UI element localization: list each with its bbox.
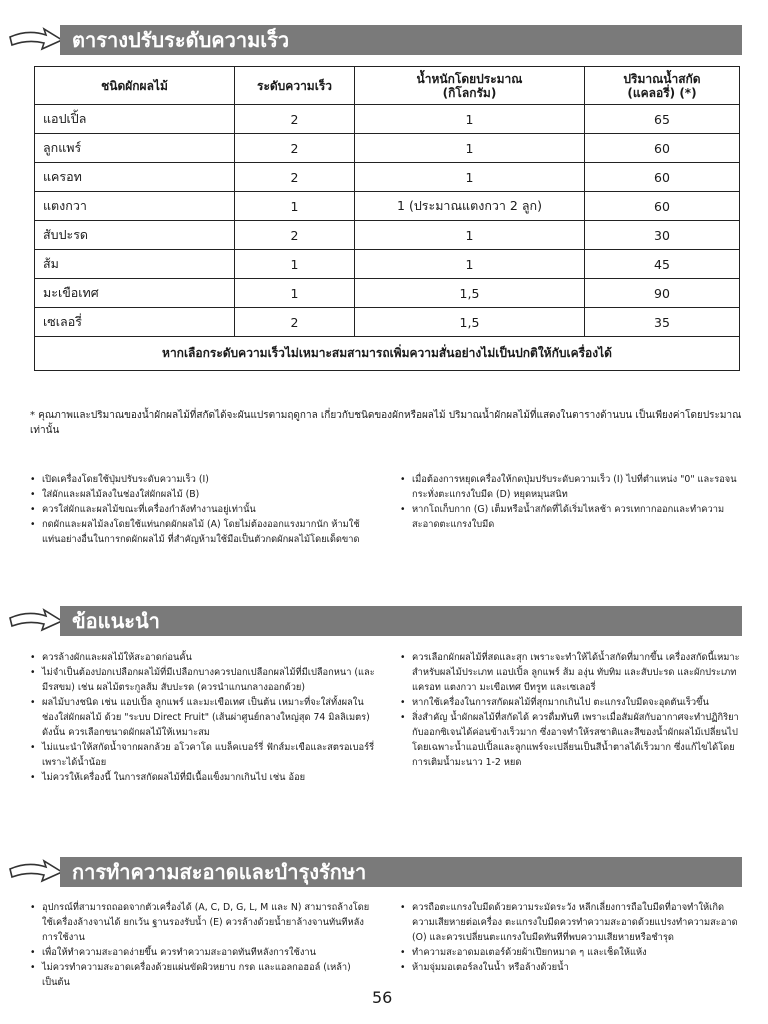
table-row — [35, 279, 740, 308]
list-item: • ไม่ควรทำความสะอาดเครื่องด้วยแผ่นขัดผิวหยาบ กรด และแอลกอฮอล์ (เหล้า) เป็นต้น — [40, 960, 375, 990]
cleaning-left-column — [30, 900, 375, 990]
list-item: • หากใช้เครื่องในการสกัดผลไม้ที่สุกมากเกินไป ตะแกรงใบมีดจะอุดตันเร็วขึ้น — [410, 695, 742, 710]
cell: 30 — [585, 221, 740, 250]
cell: 2 — [235, 308, 355, 337]
section-title: การทำความสะอาดและบำรุงรักษา — [60, 857, 742, 887]
section-header-speed — [6, 25, 742, 55]
cleaning-right-column — [400, 900, 742, 975]
section-title: ตารางปรับระดับความเร็ว — [60, 25, 742, 55]
usage-right-column — [400, 472, 742, 532]
list-item: • ผลไม้บางชนิด เช่น แอปเปิ้ล ลูกแพร์ และมะเขือเทศ เป็นต้น เหมาะที่จะใส่ทั้งผลในช่องใส่ผักผลไม้ ด้วย "ระบบ Direct Fruit" (เส้นผ่าศูนย์กลางใหญ่สุด 74 มิลลิเมตร) ดังนั้น ควรเลือกขนาดผักผลไม้ให้เหมาะสม — [40, 695, 375, 740]
list-item: • เมื่อต้องการหยุดเครื่องให้กดปุ่มปรับระดับความเร็ว (I) ไปที่ตำแหน่ง "0" และรอจนกระทั่งตะแกรงใบมีด (D) หยุดหมุนสนิท — [410, 472, 742, 502]
arrow-icon — [6, 857, 66, 887]
speed-table — [34, 66, 740, 371]
footnote: * คุณภาพและปริมาณของน้ำผักผลไม้ที่สกัดได้จะผันแปรตามฤดูกาล เกี่ยวกับชนิดของผักหรือผลไม้ ปริมาณน้ำผักผลไม้ที่แสดงในตารางด้านบน เป็นเพียงค่าโดยประมาณเท่านั้น — [30, 410, 742, 436]
cell: 1 — [355, 163, 585, 192]
cell: 60 — [585, 163, 740, 192]
list-item: • ห้ามจุ่มมอเตอร์ลงในน้ำ หรือล้างด้วยน้ำ — [410, 960, 742, 975]
tips-left-column — [30, 650, 375, 785]
cell: 60 — [585, 134, 740, 163]
table-row — [35, 105, 740, 134]
list-item: • ควรล้างผักและผลไม้ให้สะอาดก่อนคั้น — [40, 650, 375, 665]
table-footer: หากเลือกระดับความเร็วไม่เหมาะสมสามารถเพิ่มความสั่นอย่างไม่เป็นปกติให้กับเครื่องได้ — [35, 337, 740, 371]
table-footer-row — [35, 337, 740, 371]
table-row — [35, 250, 740, 279]
cell: 1 — [235, 279, 355, 308]
header-cell: ชนิดผักผลไม้ — [35, 67, 235, 105]
table-header-row — [35, 67, 740, 105]
table-row — [35, 163, 740, 192]
cell: ส้ม — [35, 250, 235, 279]
header-cell: ปริมาณน้ำสกัด (แคลอรี่) (*) — [585, 67, 740, 105]
list-item: • อุปกรณ์ที่สามารถถอดจากตัวเครื่องได้ (A, C, D, G, L, M และ N) สามารถล้างโดยใช้เครื่องล้างจานได้ ยกเว้น ฐานรองรับน้ำ (E) ควรล้างด้วยน้ำยาล้างจานทันทีหลังการใช้งาน — [40, 900, 375, 945]
arrow-icon — [6, 25, 66, 55]
cell: แอปเปิ้ล — [35, 105, 235, 134]
table-row — [35, 134, 740, 163]
list-item: • ใส่ผักและผลไม้ลงในช่องใส่ผักผลไม้ (B) — [40, 487, 375, 502]
list-item-continuation: โดยเฉพาะน้ำแอปเปิ้ลและลูกแพร์จะเปลี่ยนเป็นสีน้ำตาลได้เร็วมาก ซึ่งแก้ไขได้โดยการเติมน้ำมะนาว 1-2 หยด — [412, 742, 735, 768]
list-item: • หากโถเก็บกาก (G) เต็มหรือน้ำสกัดที่ได้เริ่มไหลช้า ควรเทกากออกและทำความสะอาดตะแกรงใบมีด — [410, 502, 742, 532]
cell: แตงกวา — [35, 192, 235, 221]
cell: 90 — [585, 279, 740, 308]
list-item: • เพื่อให้ทำความสะอาดง่ายขึ้น ควรทำความสะอาดทันทีหลังการใช้งาน — [40, 945, 375, 960]
list-item: • สิ่งสำคัญ น้ำผักผลไม้ที่สกัดได้ ควรดื่มทันที เพราะเมื่อสัมผัสกับอากาศจะทำปฏิกิริยากับออกซิเจนได้ค่อนข้างเร็วมาก ซึ่งอาจทำให้รสชาติและสีของน้ำผักผลไม้เปลี่ยนไป — [410, 710, 742, 740]
cell: 1 (ประมาณแตงกวา 2 ลูก) — [355, 192, 585, 221]
cell: 1 — [355, 250, 585, 279]
cell: 2 — [235, 221, 355, 250]
list-item: • ไม่แนะนำให้สกัดน้ำจากผลกล้วย อโวคาโด แบล็คเบอร์รี่ ฟักส์มะเขือและสตรอเบอร์รี่ เพราะได้น้ำน้อย — [40, 740, 375, 770]
cell: 1 — [355, 105, 585, 134]
table-row — [35, 192, 740, 221]
table-row — [35, 221, 740, 250]
cell: 60 — [585, 192, 740, 221]
cell: 65 — [585, 105, 740, 134]
cell: 1 — [355, 221, 585, 250]
cell: 2 — [235, 105, 355, 134]
usage-left-column — [30, 472, 375, 547]
cell: 1 — [355, 134, 585, 163]
table-row — [35, 308, 740, 337]
section-header-cleaning — [6, 857, 742, 887]
cell: 1 — [235, 250, 355, 279]
arrow-icon — [6, 606, 66, 636]
list-item: • ไม่จำเป็นต้องปอกเปลือกผลไม้ที่มีเปลือกบางควรปอกเปลือกผลไม้ที่มีเปลือกหนา (และมีรสขม) เช่น ผลไม้ตระกูลส้ม สับปะรด (ควรนำแกนกลางออกด้วย) — [40, 665, 375, 695]
cell: มะเขือเทศ — [35, 279, 235, 308]
list-item: • ไม่ควรให้เครื่องนี้ ในการสกัดผลไม้ที่มีเนื้อแข็งมากเกินไป เช่น อ้อย — [40, 770, 375, 785]
list-item: • ทำความสะอาดมอเตอร์ด้วยผ้าเปียกหมาด ๆ และเช็ดให้แห้ง — [410, 945, 742, 960]
section-title: ข้อแนะนำ — [60, 606, 742, 636]
header-cell: ระดับความเร็ว — [235, 67, 355, 105]
header-cell: น้ำหนักโดยประมาณ (กิโลกรัม) — [355, 67, 585, 105]
list-item: • เปิดเครื่องโดยใช้ปุ่มปรับระดับความเร็ว (I) — [40, 472, 375, 487]
list-item: • กดผักและผลไม้ลงโดยใช้แท่นกดผักผลไม้ (A) โดยไม่ต้องออกแรงมากนัก ห้ามใช้แท่นอย่างอื่นในการกดผักผลไม้ ที่สำคัญห้ามใช้มือเป็นตัวกดผักผลไม้โดยเด็ดขาด — [40, 517, 375, 547]
list-item: • ควรใส่ผักและผลไม้ขณะที่เครื่องกำลังทำงานอยู่เท่านั้น — [40, 502, 375, 517]
cell: 2 — [235, 134, 355, 163]
cell: 1,5 — [355, 308, 585, 337]
cell: 1,5 — [355, 279, 585, 308]
cell: 2 — [235, 163, 355, 192]
cell: แครอท — [35, 163, 235, 192]
cell: เซเลอรี่ — [35, 308, 235, 337]
cell: 35 — [585, 308, 740, 337]
section-header-tips — [6, 606, 742, 636]
cell: ลูกแพร์ — [35, 134, 235, 163]
tips-right-column — [400, 650, 742, 770]
page-number: 56 — [372, 988, 393, 1007]
cell: 1 — [235, 192, 355, 221]
cell: สับปะรด — [35, 221, 235, 250]
cell: 45 — [585, 250, 740, 279]
list-item: • ควรเลือกผักผลไม้ที่สดและสุก เพราะจะทำให้ได้น้ำสกัดที่มากขึ้น เครื่องสกัดนี้เหมาะสำหรับผลไม้ประเภท แอปเปิ้ล ลูกแพร์ ส้ม องุ่น ทับทิม และสับปะรด และผักประเภท แครอท แตงกวา มะเขือเทศ บีทรูท และเซเลอรี่ — [410, 650, 742, 695]
list-item: • ควรถือตะแกรงใบมีดด้วยความระมัดระวัง หลีกเลี่ยงการถือใบมีดที่อาจทำให้เกิดความเสียหายต่อเครื่อง ตะแกรงใบมีดควรทำความสะอาดด้วยแปรงทำความสะอาด (O) และควรเปลี่ยนตะแกรงใบมีดทันทีที่พบความเสียหายหรือชำรุด — [410, 900, 742, 945]
